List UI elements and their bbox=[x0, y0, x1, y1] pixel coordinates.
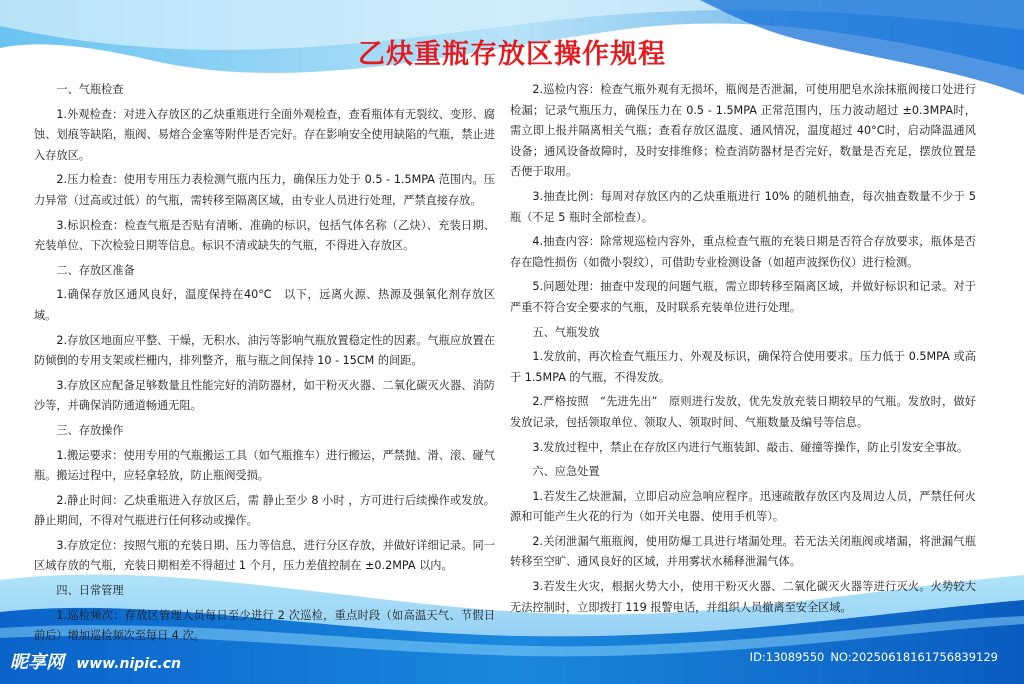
left-paragraph: 3.存放区应配备足够数量且性能完好的消防器材，如干粉灭火器、二氧化碳灭火器、消防沙等，并确保消防通道畅通无阻。 bbox=[34, 378, 495, 413]
right-paragraph: 3.若发生火灾，根据火势大小，使用干粉灭火器、二氧化碳灭火器等进行灭火。火势较大无法控制时，立即拨打 119 报警电话，并组织人员撤离至安全区域。 bbox=[510, 580, 976, 614]
left-paragraph: 1.搬运要求：使用专用的气瓶搬运工具（如气瓶推车）进行搬运，严禁抛、滑、滚、碰气瓶。搬运过程中，应轻拿轻放，防止瓶阀受损。 bbox=[34, 448, 495, 483]
image-id: ID:13089550 bbox=[749, 650, 825, 664]
right-column bbox=[510, 80, 976, 622]
watermark-logo bbox=[10, 648, 181, 674]
left-section-heading: 二、存放区准备 bbox=[56, 263, 135, 277]
right-paragraph: 5.问题处理：抽查中发现的问题气瓶，需立即转移至隔离区域，并做好标识和记录。对于严重不符合安全要求的气瓶，及时联系充装单位进行处理。 bbox=[510, 280, 976, 314]
left-section-heading: 四、日常管理 bbox=[56, 584, 124, 598]
left-section-heading: 一、气瓶检查 bbox=[56, 83, 124, 96]
right-paragraph: 3.发放过程中，禁止在存放区内进行气瓶装卸、敲击、碰撞等操作，防止引发安全事故。 bbox=[532, 440, 969, 454]
left-paragraph: 2.静止时间：乙炔重瓶进入存放区后，需 静止至少 8 小时 ，方可进行后续操作或发放。静止期间，不得对气瓶进行任何移动或操作。 bbox=[34, 493, 495, 528]
right-paragraph: 4.抽查内容：除常规巡检内容外，重点检查气瓶的充装日期是否符合存放要求，瓶体是否存在隐性损伤（如微小裂纹），可借助专业检测设备（如超声波探伤仪）进行检测。 bbox=[510, 235, 976, 269]
left-paragraph: 1.外观检查：对进入存放区的乙炔重瓶进行全面外观检查，查看瓶体有无裂纹、变形、腐蚀、划痕等缺陷，瓶阀、易熔合金塞等附件是否完好。存在影响安全使用缺陷的气瓶，禁止进入存放区。 bbox=[34, 107, 495, 162]
watermark-logo-text: 昵享网 bbox=[10, 652, 64, 673]
right-paragraph: 2.严格按照 “先进先出” 原则进行发放，优先发放充装日期较早的气瓶。发放时，做好发放记录，包括领取单位、领取人、领取时间、气瓶数量及编号等信息。 bbox=[510, 395, 976, 429]
page-title: 乙炔重瓶存放区操作规程 bbox=[358, 39, 666, 70]
image-no: NO:20250618161756839129 bbox=[830, 650, 998, 664]
right-paragraph: 1.发放前，再次检查气瓶压力、外观及标识，确保符合使用要求。压力低于 0.5MPA 或高于 1.5MPA 的气瓶，不得发放。 bbox=[510, 350, 976, 384]
left-paragraph: 3.标识检查：检查气瓶是否贴有清晰、准确的标识，包括气体名称（乙炔）、充装日期、充装单位、下次检验日期等信息。标识不清或缺失的气瓶，不得进入存放区。 bbox=[34, 218, 495, 253]
left-section-heading: 三、存放操作 bbox=[56, 423, 124, 437]
left-paragraph: 3.存放定位：按照气瓶的充装日期、压力等信息，进行分区存放，并做好详细记录。同一区域存放的气瓶，充装日期相差不得超过 1 个月，压力差值控制在 ±0.2MPA 以内。 bbox=[34, 538, 495, 573]
left-paragraph: 2.压力检查：使用专用压力表检测气瓶内压力，确保压力处于 0.5 - 1.5MPA 范围内。压力异常（过高或过低）的气瓶，需转移至隔离区域，由专业人员进行处理，严禁直接存放。 bbox=[34, 173, 495, 207]
right-paragraph: 3.抽查比例：每周对存放区内的乙炔重瓶进行 10% 的随机抽查，每次抽查数量不少于 5 瓶（不足 5 瓶时全部检查）。 bbox=[510, 189, 976, 224]
watermark-url: www.nipic.cn bbox=[76, 656, 181, 672]
image-id-label bbox=[750, 650, 998, 664]
left-paragraph: 1.巡检频次：存放区管理人员每日至少进行 2 次巡检，重点时段（如高温天气、节假日前后）增加巡检频次至每日 4 次。 bbox=[34, 608, 495, 643]
right-paragraph: 2.巡检内容：检查气瓶外观有无损坏，瓶阀是否泄漏，可使用肥皂水涂抹瓶阀接口处进行检漏；记录气瓶压力，确保压力在 0.5 - 1.5MPA 正常范围内，压力波动超过 ±0.3MPA时，需立即上报并隔离相关气瓶；查看存放区温度、通风情况，温度超过 40°C时，启动降温通风设备；通风设备故障时，及时安排维修；检查消防器材是否完好，数量是否充足，摆放位置是否便于取用。 bbox=[510, 83, 976, 179]
left-paragraph: 2.存放区地面应平整、干燥，无积水、油污等影响气瓶放置稳定性的因素。气瓶应放置在防倾倒的专用支架或栏栅内，排列整齐，瓶与瓶之间保持 10 - 15CM 的间距。 bbox=[34, 333, 495, 368]
left-column bbox=[34, 80, 495, 651]
right-paragraph: 2.关闭泄漏气瓶瓶阀，使用防爆工具进行堵漏处理。若无法关闭瓶阀或堵漏，将泄漏气瓶转移至空旷、通风良好的区域，并用雾状水稀释泄漏气体。 bbox=[510, 534, 976, 569]
right-paragraph: 1.若发生乙炔泄漏，立即启动应急响应程序。迅速疏散存放区内及周边人员，严禁任何火源和可能产生火花的行为（如开关电器、使用手机等）。 bbox=[510, 489, 976, 524]
right-section-heading: 五、气瓶发放 bbox=[532, 325, 600, 339]
left-paragraph: 1.确保存放区通风良好，温度保持在40°C 以下，远离火源、热源及强氧化剂存放区域。 bbox=[34, 288, 495, 322]
right-section-heading: 六、应急处置 bbox=[532, 465, 600, 479]
